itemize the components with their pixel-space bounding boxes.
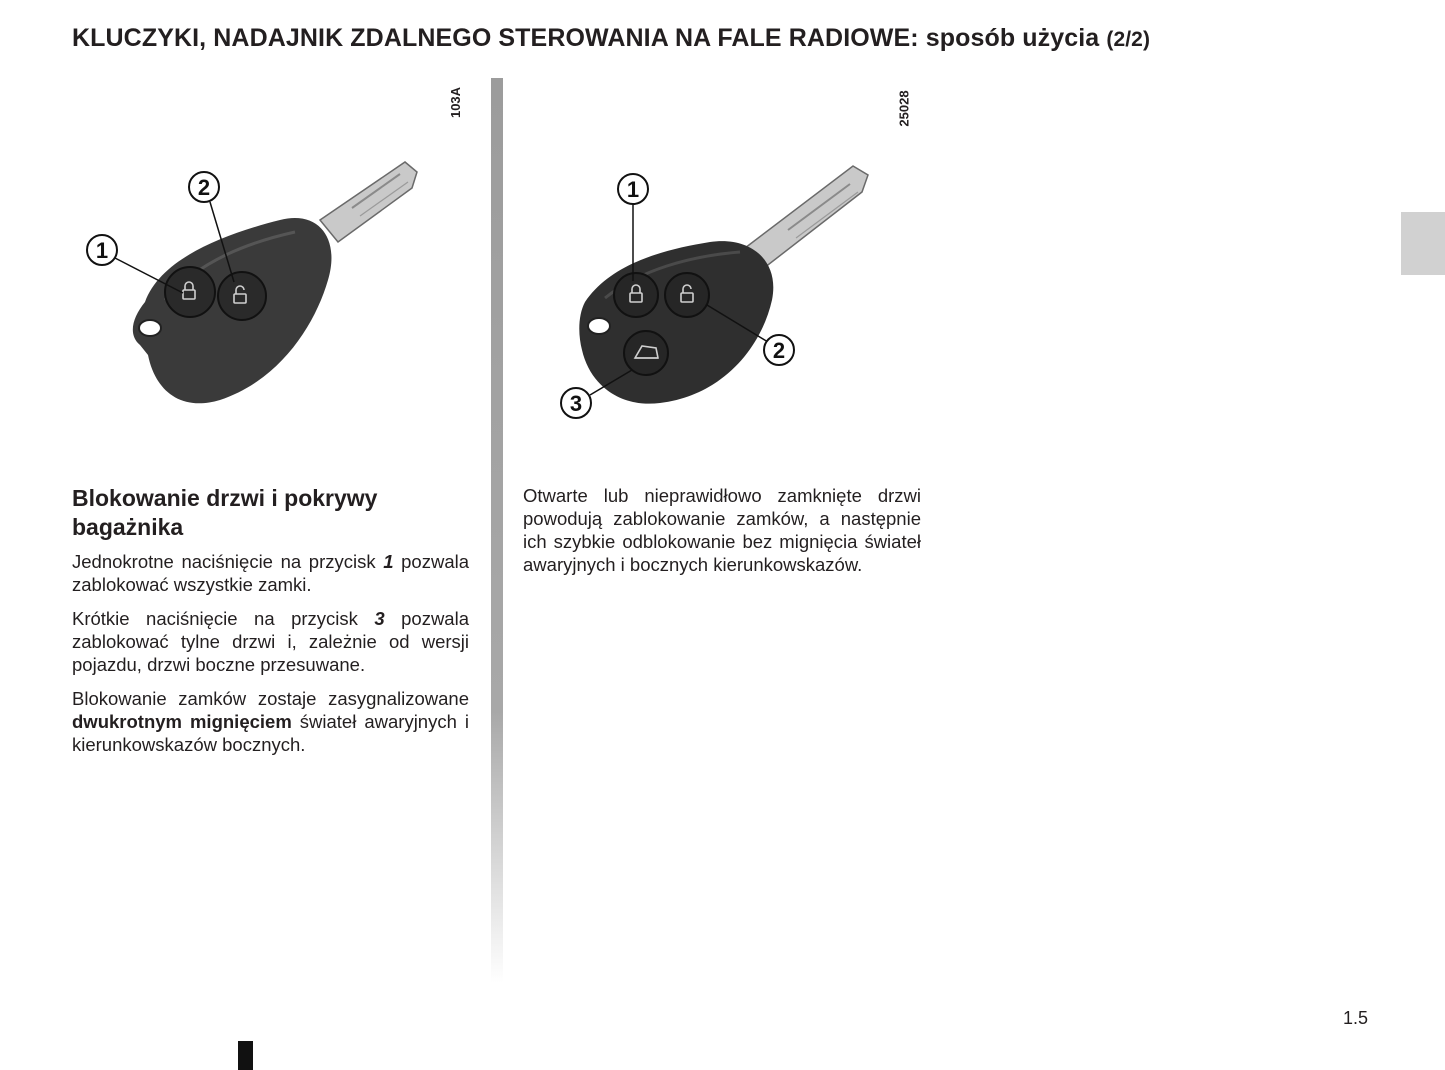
paragraph-lock-signal: Blokowanie zamków zostaje zasygnalizowane dwukrotnym mignięciem świateł awaryjnych i kierunkowskazów bocznych. bbox=[72, 688, 469, 755]
paragraph-lock-rear: Krótkie naciśnięcie na przycisk 3 pozwala zablokować tylne drzwi i, zależnie od wersji pojazdu, drzwi boczne przesuwane. bbox=[72, 608, 469, 675]
svg-text:1: 1 bbox=[626, 177, 640, 202]
page-title bbox=[72, 24, 1372, 53]
page-title-main: KLUCZYKI, NADAJNIK ZDALNEGO STEROWANIA NA FALE RADIOWE: sposób użycia bbox=[72, 24, 1100, 52]
section-tab bbox=[1401, 212, 1445, 275]
svg-text:1: 1 bbox=[95, 238, 109, 263]
svg-text:2: 2 bbox=[772, 338, 786, 363]
section-heading: Blokowanie drzwi i pokrywy bagażnika bbox=[72, 485, 378, 540]
callout-1 bbox=[87, 235, 117, 265]
two-button-key-illustration bbox=[70, 150, 430, 420]
callout-1 bbox=[618, 174, 648, 204]
callout-2 bbox=[189, 172, 219, 202]
key-button-1 bbox=[165, 267, 215, 317]
figure-code-left: 103A bbox=[448, 86, 464, 119]
svg-text:2: 2 bbox=[197, 175, 211, 200]
page-number: 1.5 bbox=[1343, 1008, 1369, 1028]
callout-3 bbox=[561, 388, 591, 418]
key-button-1 bbox=[614, 273, 658, 317]
page-title-part: (2/2) bbox=[1106, 28, 1151, 51]
paragraph-lock-all: Jednokrotne naciśnięcie na przycisk 1 pozwala zablokować wszystkie zamki. bbox=[72, 551, 470, 595]
key-button-2 bbox=[218, 272, 266, 320]
column-divider bbox=[491, 78, 503, 983]
callout-2 bbox=[764, 335, 794, 365]
figure-code-right: 25028 bbox=[896, 90, 912, 127]
key-button-2 bbox=[665, 273, 709, 317]
key-button-3 bbox=[624, 331, 668, 375]
svg-text:3: 3 bbox=[569, 391, 583, 416]
paragraph-open-doors: Otwarte lub nieprawidłowo zamknięte drzwi powodują zablokowanie zamków, a następnie ich szybkie odblokowanie bez mignięcia świateł awaryjnych i bocznych kierunkowskazów. bbox=[523, 485, 921, 575]
three-button-key-illustration bbox=[550, 160, 890, 435]
print-mark bbox=[238, 1041, 253, 1070]
